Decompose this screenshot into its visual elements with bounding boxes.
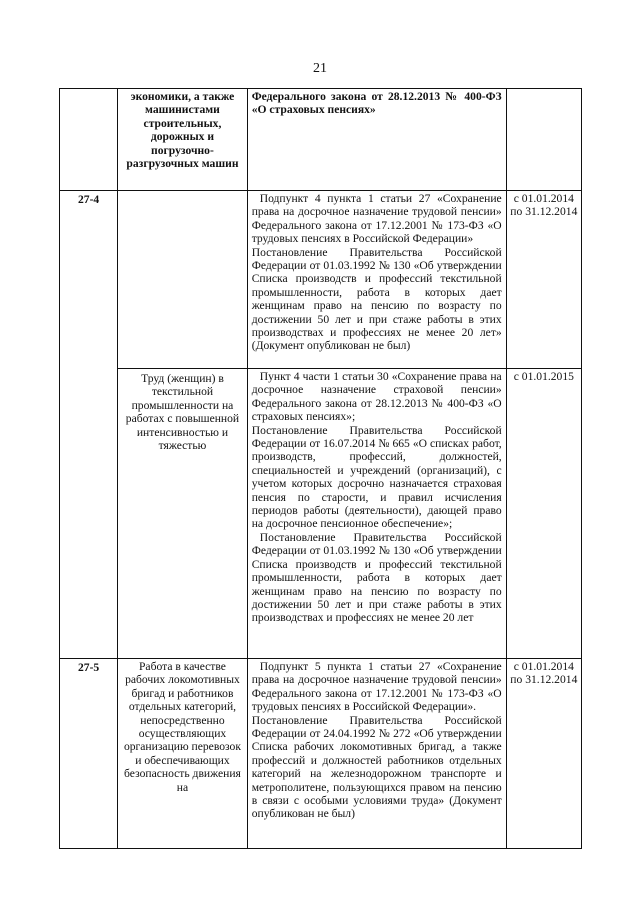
basis-paragraph: Федерального закона от 28.12.2013 № 400-ФЗ «О страховых пенсиях» — [251, 90, 502, 117]
period: с 01.01.2014 по 31.12.2014 — [506, 659, 581, 849]
pension-table — [59, 88, 582, 849]
basis-paragraph: Постановление Правительства Российской Федерации от 16.07.2014 № 665 «О списках работ, производств, профессий, должностей, специальностей и учреждений (организаций), с учетом которых досрочно назначается страховая пенсия по старости, и правил исчисления периодов работы (деятельности), дающей право на досрочное пенсионное обеспечение»; — [251, 423, 502, 531]
legal-basis — [247, 191, 506, 369]
table-row — [60, 89, 582, 191]
row-number: 27-4 — [60, 191, 118, 659]
period: с 01.01.2015 — [506, 369, 581, 659]
work-type — [118, 191, 247, 369]
basis-paragraph: Пункт 4 части 1 статьи 30 «Сохранение права на досрочное назначение страховой пенсии» Федерального закона от 28.12.2013 № 400-ФЗ «О страховых пенсиях»; — [251, 370, 502, 424]
legal-basis — [247, 369, 506, 659]
work-type: экономики, а также машинистами строительных, дорожных и погрузочно-разгрузочных машин — [118, 89, 247, 191]
basis-paragraph: Постановление Правительства Российской Федерации от 01.03.1992 № 130 «Об утверждении Списка производств и профессий текстильной промышленности, работа в которых дает женщинам право на пенсию по возрасту по достижении 50 лет и при стаже работы в этих производствах и профессиях не менее 20 лет» (Документ опубликован не был) — [251, 245, 502, 353]
table-row — [60, 191, 582, 369]
basis-paragraph: Подпункт 5 пункта 1 статьи 27 «Сохранение права на досрочное назначение трудовой пенсии» Федерального закона от 17.12.2001 № 173-ФЗ «О трудовых пенсиях в Российской Федерации». — [251, 660, 502, 714]
legal-basis — [247, 89, 506, 191]
basis-paragraph: Постановление Правительства Российской Федерации от 24.04.1992 № 272 «Об утверждении Списка рабочих локомотивных бригад, а также профессий и должностей работников отдельных категорий на железнодорожном транспорте и метрополитене, пользующихся правом на пенсию в связи с особыми условиями труда» (Документ опубликован не был) — [251, 713, 502, 821]
work-type: Труд (женщин) в текстильной промышленности на работах с повышенной интенсивностью и тяжестью — [118, 369, 247, 659]
table-row — [60, 659, 582, 849]
basis-paragraph: Постановление Правительства Российской Федерации от 01.03.1992 № 130 «Об утверждении Списка производств и профессий текстильной промышленности, работа в которых дает женщинам право на пенсию по возрасту по достижении 50 лет и при стаже работы в этих производствах и профессиях не менее 20 лет — [251, 530, 502, 625]
page-number: 21 — [313, 61, 327, 76]
table-row — [60, 369, 582, 659]
work-type: Работа в качестве рабочих локомотивных бригад и работников отдельных категорий, непосредственно осуществляющих организацию перевозок и обеспечивающих безопасность движения на — [118, 659, 247, 849]
row-number — [60, 89, 118, 191]
basis-paragraph: Подпункт 4 пункта 1 статьи 27 «Сохранение права на досрочное назначение трудовой пенсии» Федерального закона от 17.12.2001 № 173-ФЗ «О трудовых пенсиях в Российской Федерации» — [251, 192, 502, 246]
period — [506, 89, 581, 191]
period: с 01.01.2014 по 31.12.2014 — [506, 191, 581, 369]
row-number: 27-5 — [60, 659, 118, 849]
legal-basis — [247, 659, 506, 849]
